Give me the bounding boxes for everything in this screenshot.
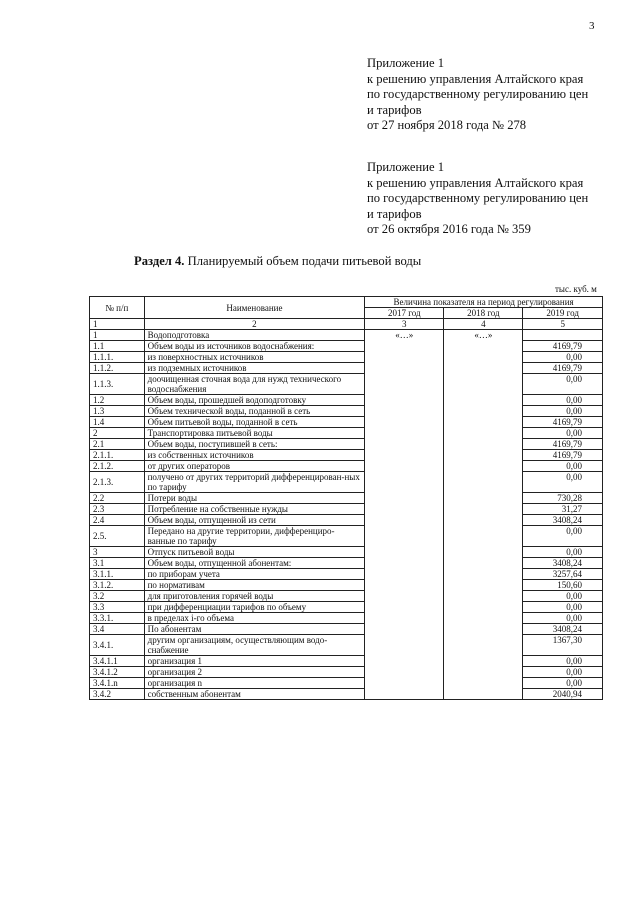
table-row [90,341,603,352]
table-row [90,417,603,428]
value-2018 [444,569,523,580]
index-cell: 2 [144,319,365,330]
value-2018 [444,395,523,406]
value-2017 [365,526,444,547]
value-2018 [444,613,523,624]
row-name: Отпуск питьевой воды [144,547,365,558]
value-2019: 1367,30 [523,635,603,656]
page-number: 3 [589,20,595,32]
value-2018 [444,656,523,667]
appendix-note-2018 [367,56,588,134]
value-2018 [444,526,523,547]
row-number: 3.4.1. [90,635,145,656]
value-2019: 730,28 [523,493,603,504]
row-number: 2.1.1. [90,450,145,461]
table-index-row [90,319,603,330]
table-row [90,515,603,526]
header-year-2017: 2017 год [365,308,444,319]
table-row [90,461,603,472]
value-2018 [444,417,523,428]
row-name: по приборам учета [144,569,365,580]
value-2019: 0,00 [523,461,603,472]
value-2018 [444,580,523,591]
appendix-line: к решению управления Алтайского края [367,175,584,190]
row-name: Водоподготовка [144,330,365,341]
header-name: Наименование [144,297,365,319]
table-row [90,635,603,656]
table-row [90,352,603,363]
row-number: 3.3 [90,602,145,613]
table-row [90,472,603,493]
row-name: получено от других территорий дифференцирован-ных по тарифу [144,472,365,493]
value-2017 [365,624,444,635]
value-2018 [444,624,523,635]
row-number: 1.2 [90,395,145,406]
table-row [90,689,603,700]
row-number: 3.4 [90,624,145,635]
value-2018 [444,678,523,689]
value-2019: 0,00 [523,406,603,417]
value-2018 [444,352,523,363]
appendix-line: по государственному регулированию цен [367,87,589,101]
value-2019: 0,00 [523,602,603,613]
unit-label: тыс. куб. м [555,284,597,294]
row-number: 1.1.3. [90,374,145,395]
value-2017 [365,635,444,656]
table-row [90,569,603,580]
value-2017 [365,472,444,493]
value-2017 [365,504,444,515]
value-2018 [444,547,523,558]
value-2019: 0,00 [523,374,603,395]
row-number: 1.4 [90,417,145,428]
row-number: 3 [90,547,145,558]
row-name: Объем технической воды, поданной в сеть [144,406,365,417]
value-2019: 4169,79 [523,363,603,374]
value-2018 [444,558,523,569]
value-2018 [444,341,523,352]
value-2017 [365,547,444,558]
row-name: организация 2 [144,667,365,678]
value-2018 [444,472,523,493]
row-name: Потребление на собственные нужды [144,504,365,515]
value-2019 [523,330,603,341]
row-number: 2 [90,428,145,439]
value-2017 [365,406,444,417]
value-2019: 150,60 [523,580,603,591]
value-2018 [444,450,523,461]
appendix-line: Приложение 1 [367,160,445,174]
appendix-line: по государственному регулированию цен [367,191,589,205]
section-heading [134,254,421,269]
table-row [90,504,603,515]
value-2017 [365,363,444,374]
appendix-line: Приложение 1 [367,56,445,70]
value-2019: 0,00 [523,526,603,547]
value-2018 [444,374,523,395]
appendix-line: от 27 ноября 2018 года № 278 [367,118,527,132]
table-row [90,330,603,341]
table-row [90,667,603,678]
row-name: из поверхностных источников [144,352,365,363]
row-name: По абонентам [144,624,365,635]
value-2019: 2040,94 [523,689,603,700]
section-title: Планируемый объем подачи питьевой воды [187,254,422,268]
row-number: 1.1 [90,341,145,352]
row-name: собственным абонентам [144,689,365,700]
row-number: 2.3 [90,504,145,515]
value-2019: 4169,79 [523,341,603,352]
row-number: 2.1 [90,439,145,450]
value-2019: 3408,24 [523,515,603,526]
row-name: из подземных источников [144,363,365,374]
value-2019: 0,00 [523,656,603,667]
value-2017 [365,417,444,428]
value-2019: 3408,24 [523,624,603,635]
value-2018: «…» [444,330,523,341]
row-number: 3.1 [90,558,145,569]
row-name: для приготовления горячей воды [144,591,365,602]
value-2017 [365,678,444,689]
value-2019: 4169,79 [523,417,603,428]
value-2017 [365,591,444,602]
value-2018 [444,667,523,678]
value-2018 [444,504,523,515]
value-2019: 31,27 [523,504,603,515]
row-number: 3.4.1.2 [90,667,145,678]
index-cell: 5 [523,319,603,330]
appendix-line: и тарифов [367,206,422,221]
table-row [90,602,603,613]
value-2018 [444,406,523,417]
row-number: 3.4.2 [90,689,145,700]
row-name: Объем воды, поступившей в сеть: [144,439,365,450]
row-number: 3.3.1. [90,613,145,624]
row-number: 2.1.2. [90,461,145,472]
row-number: 2.1.3. [90,472,145,493]
row-number: 2.5. [90,526,145,547]
value-2017 [365,667,444,678]
index-cell: 4 [444,319,523,330]
table-row [90,439,603,450]
value-2019: 0,00 [523,428,603,439]
appendix-line: к решению управления Алтайского края [367,71,584,86]
value-2017 [365,613,444,624]
value-2017 [365,395,444,406]
value-2017 [365,689,444,700]
row-name: Потери воды [144,493,365,504]
appendix-note-2016 [367,160,588,238]
value-2018 [444,689,523,700]
value-2019: 0,00 [523,678,603,689]
value-2017 [365,493,444,504]
value-2017 [365,341,444,352]
value-2017 [365,569,444,580]
row-number: 2.2 [90,493,145,504]
row-name: при дифференциации тарифов по объему [144,602,365,613]
index-cell: 3 [365,319,444,330]
row-name: другим организациям, осуществляющим водо-снабжение [144,635,365,656]
row-number: 3.1.1. [90,569,145,580]
table-row [90,580,603,591]
value-2017 [365,374,444,395]
value-2019: 0,00 [523,613,603,624]
table-row [90,363,603,374]
table-row [90,613,603,624]
value-2019: 0,00 [523,667,603,678]
section-label: Раздел 4. [134,254,185,268]
value-2019: 0,00 [523,395,603,406]
table-row [90,428,603,439]
header-year-2019: 2019 год [523,308,603,319]
appendix-line: от 26 октября 2016 года № 359 [367,222,531,236]
row-number: 1.1.1. [90,352,145,363]
row-name: Передано на другие территории, дифференциро-ванные по тарифу [144,526,365,547]
row-number: 3.4.1.1 [90,656,145,667]
row-name: организация 1 [144,656,365,667]
value-2018 [444,591,523,602]
table-row [90,558,603,569]
row-number: 1.1.2. [90,363,145,374]
value-2018 [444,439,523,450]
table-row [90,395,603,406]
value-2019: 3257,64 [523,569,603,580]
appendix-line: и тарифов [367,102,422,117]
table-header-row [90,297,603,308]
value-2017 [365,450,444,461]
value-2017 [365,439,444,450]
table-row [90,547,603,558]
row-number: 3.2 [90,591,145,602]
table-row [90,591,603,602]
header-year-2018: 2018 год [444,308,523,319]
value-2017 [365,558,444,569]
value-2017 [365,656,444,667]
table-row [90,450,603,461]
table-row [90,374,603,395]
row-name: Транспортировка питьевой воды [144,428,365,439]
value-2017 [365,461,444,472]
value-2018 [444,602,523,613]
value-2019: 0,00 [523,591,603,602]
row-name: в пределах i-го объема [144,613,365,624]
row-name: от других операторов [144,461,365,472]
row-number: 3.4.1.n [90,678,145,689]
row-number: 1 [90,330,145,341]
row-name: Объем питьевой воды, поданной в сеть [144,417,365,428]
row-name: по нормативам [144,580,365,591]
value-2017 [365,428,444,439]
water-volume-table [89,296,603,700]
value-2019: 0,00 [523,547,603,558]
row-number: 3.1.2. [90,580,145,591]
value-2018 [444,363,523,374]
table-row [90,526,603,547]
row-name: Объем воды из источников водоснабжения: [144,341,365,352]
table-row [90,493,603,504]
row-name: из собственных источников [144,450,365,461]
row-number: 1.3 [90,406,145,417]
row-name: организация n [144,678,365,689]
header-period: Величина показателя на период регулирования [365,297,603,308]
value-2018 [444,428,523,439]
value-2019: 3408,24 [523,558,603,569]
header-num: № п/п [90,297,145,319]
row-number: 2.4 [90,515,145,526]
table-row [90,656,603,667]
value-2017 [365,352,444,363]
value-2019: 4169,79 [523,439,603,450]
table-row [90,406,603,417]
row-name: Объем воды, отпущенной абонентам: [144,558,365,569]
value-2018 [444,461,523,472]
value-2017 [365,580,444,591]
table-row [90,678,603,689]
value-2019: 0,00 [523,472,603,493]
table-row [90,624,603,635]
value-2018 [444,493,523,504]
value-2018 [444,515,523,526]
value-2017: «…» [365,330,444,341]
row-name: Объем воды, прошедшей водоподготовку [144,395,365,406]
value-2019: 4169,79 [523,450,603,461]
row-name: Объем воды, отпущенной из сети [144,515,365,526]
index-cell: 1 [90,319,145,330]
row-name: доочищенная сточная вода для нужд технического водоснабжения [144,374,365,395]
value-2017 [365,602,444,613]
value-2018 [444,635,523,656]
value-2017 [365,515,444,526]
value-2019: 0,00 [523,352,603,363]
